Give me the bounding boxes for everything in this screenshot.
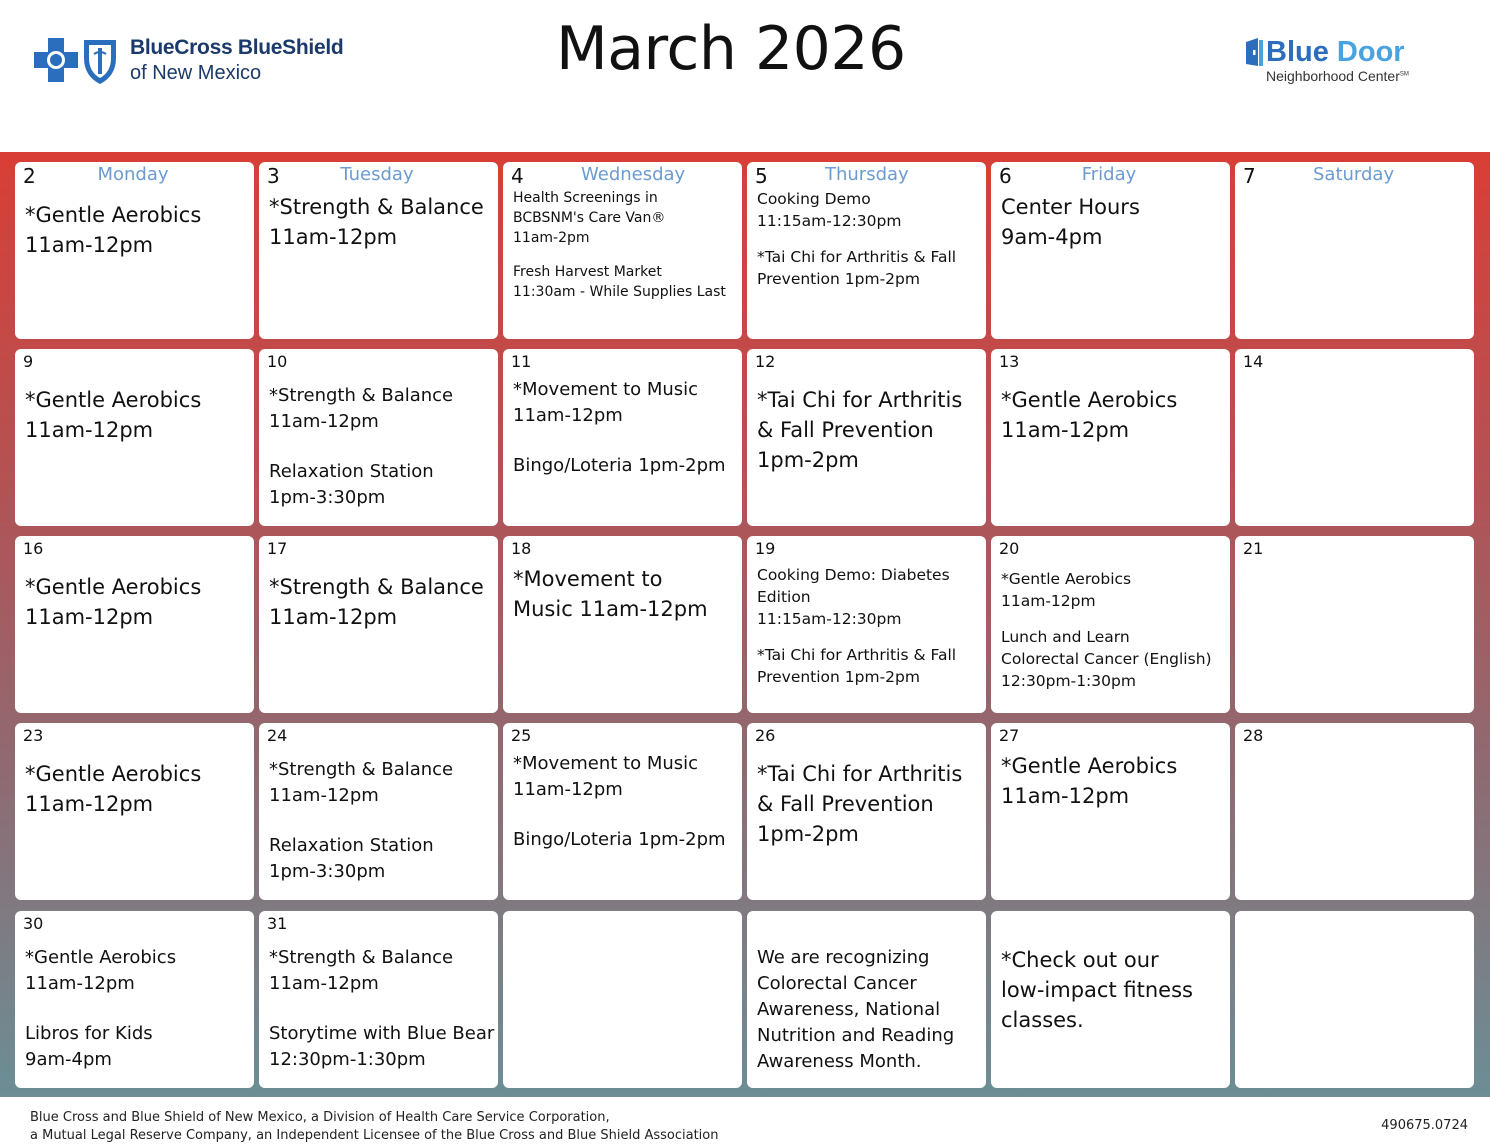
event-line: Awareness, National <box>757 999 941 1020</box>
day-number: 23 <box>23 726 44 745</box>
event-line: 11am-12pm <box>25 792 154 816</box>
event-line: 1pm-2pm <box>757 822 859 846</box>
event-line: 11am-12pm <box>513 405 623 426</box>
event-list <box>757 188 980 290</box>
event-line: Libros for Kids <box>25 1023 153 1044</box>
event-list <box>25 759 248 819</box>
calendar-day-cell <box>991 349 1230 526</box>
event-line: Relaxation Station <box>269 835 434 856</box>
event-list <box>1001 385 1224 445</box>
event-line: Relaxation Station <box>269 461 434 482</box>
calendar-day-cell <box>15 536 254 713</box>
event-list <box>269 192 492 252</box>
day-number: 27 <box>999 726 1020 745</box>
event-line: *Strength & Balance <box>269 195 484 219</box>
day-number: 5 <box>755 164 768 188</box>
day-number: 14 <box>1243 352 1264 371</box>
event-line: *Tai Chi for Arthritis & Fall <box>757 248 957 266</box>
calendar-day-cell <box>15 911 254 1088</box>
event-line: 11:30am - While Supplies Last <box>513 284 726 300</box>
event-line: 12:30pm-1:30pm <box>1001 672 1136 690</box>
weekday-name: Wednesday <box>581 164 686 185</box>
event-line: Cooking Demo <box>757 190 871 208</box>
day-number: 10 <box>267 352 288 371</box>
event-gap <box>269 809 492 833</box>
event-line: Music 11am-12pm <box>513 597 708 621</box>
calendar-day-cell <box>15 349 254 526</box>
day-number: 31 <box>267 914 288 933</box>
event-line: 11am-12pm <box>25 233 154 257</box>
event-line: BCBSNM's Care Van® <box>513 210 666 226</box>
event-list <box>25 572 248 632</box>
calendar-day-cell <box>747 349 986 526</box>
legal-disclaimer <box>30 1109 719 1145</box>
event-line: Center Hours <box>1001 195 1140 219</box>
calendar-day-cell <box>1235 911 1474 1088</box>
event-line: & Fall Prevention <box>757 792 934 816</box>
event-line: Health Screenings in <box>513 190 658 206</box>
event-line: 11:15am-12:30pm <box>757 212 902 230</box>
event-line: 11am-12pm <box>1001 592 1096 610</box>
calendar-day-cell <box>991 536 1230 713</box>
event-line: 1pm-3:30pm <box>269 487 386 508</box>
event-line: Lunch and Learn <box>1001 628 1130 646</box>
event-list <box>1001 751 1224 811</box>
event-line: *Gentle Aerobics <box>1001 754 1178 778</box>
event-list <box>757 945 980 1075</box>
day-number: 30 <box>23 914 44 933</box>
event-list <box>25 200 248 260</box>
calendar-day-cell <box>503 723 742 900</box>
event-list <box>1001 945 1224 1035</box>
event-gap <box>513 248 736 262</box>
disclaimer-line-2: a Mutual Legal Reserve Company, an Independent Licensee of the Blue Cross and Blue Shield Association <box>30 1128 719 1143</box>
calendar-day-cell <box>991 723 1230 900</box>
event-line: 11am-12pm <box>1001 418 1130 442</box>
blue-cross-icon <box>34 38 78 82</box>
day-number: 13 <box>999 352 1020 371</box>
event-line: Prevention 1pm-2pm <box>757 270 920 288</box>
event-line: *Tai Chi for Arthritis <box>757 762 963 786</box>
event-line: *Strength & Balance <box>269 575 484 599</box>
calendar-day-cell <box>259 723 498 900</box>
event-line: 11:15am-12:30pm <box>757 610 902 628</box>
day-number: 19 <box>755 539 776 558</box>
calendar-day-cell <box>747 911 986 1088</box>
event-line: 11am-12pm <box>269 785 379 806</box>
event-line: 11am-12pm <box>25 418 154 442</box>
event-line: *Gentle Aerobics <box>25 203 202 227</box>
calendar-day-cell <box>991 162 1230 339</box>
weekday-name: Tuesday <box>340 164 414 185</box>
event-line: *Gentle Aerobics <box>1001 570 1132 588</box>
event-line: 9am-4pm <box>25 1049 112 1070</box>
event-line: Colorectal Cancer (English) <box>1001 650 1212 668</box>
event-gap <box>757 232 980 246</box>
event-line: 11am-12pm <box>513 779 623 800</box>
event-line: 1pm-3:30pm <box>269 861 386 882</box>
blue-door-name <box>1266 36 1405 69</box>
event-list <box>25 945 248 1073</box>
calendar-day-cell <box>503 349 742 526</box>
calendar-day-cell <box>1235 162 1474 339</box>
event-line: Prevention 1pm-2pm <box>757 668 920 686</box>
blue-door-logo <box>1244 38 1444 88</box>
blue-door-subtitle <box>1266 68 1409 84</box>
blue-door-subtitle-text: Neighborhood Center <box>1266 68 1400 84</box>
event-line: *Tai Chi for Arthritis & Fall <box>757 646 957 664</box>
event-line: We are recognizing <box>757 947 930 968</box>
weekday-name: Saturday <box>1313 164 1395 185</box>
day-number: 24 <box>267 726 288 745</box>
event-line: Cooking Demo: Diabetes <box>757 566 950 584</box>
event-list <box>513 564 736 624</box>
calendar-day-cell <box>747 162 986 339</box>
event-line: Bingo/Loteria 1pm-2pm <box>513 455 726 476</box>
weekday-name: Friday <box>1081 164 1137 185</box>
event-gap <box>269 997 492 1021</box>
day-number: 21 <box>1243 539 1264 558</box>
calendar-day-cell <box>747 723 986 900</box>
event-line: Storytime with Blue Bear <box>269 1023 495 1044</box>
calendar-day-cell <box>1235 723 1474 900</box>
blue-door-word-door: Door <box>1336 36 1405 68</box>
event-line: classes. <box>1001 1008 1084 1032</box>
calendar-day-cell <box>15 723 254 900</box>
day-number: 26 <box>755 726 776 745</box>
weekday-name: Thursday <box>825 164 909 185</box>
event-gap <box>513 803 736 827</box>
event-line: *Gentle Aerobics <box>25 762 202 786</box>
event-line: *Strength & Balance <box>269 947 454 968</box>
event-line: 11am-12pm <box>1001 784 1130 808</box>
event-line: Edition <box>757 588 811 606</box>
event-gap <box>757 630 980 644</box>
day-number: 28 <box>1243 726 1264 745</box>
calendar-day-cell <box>259 162 498 339</box>
document-code: 490675.0724 <box>1381 1118 1468 1133</box>
day-number: 12 <box>755 352 776 371</box>
day-number: 17 <box>267 539 288 558</box>
bcbs-name: BlueCross BlueShield <box>130 36 344 59</box>
service-mark: SM <box>1399 71 1409 78</box>
event-line: *Strength & Balance <box>269 759 454 780</box>
event-line: *Tai Chi for Arthritis <box>757 388 963 412</box>
page-title: March 2026 <box>556 14 906 84</box>
event-list <box>757 759 980 849</box>
footer <box>0 1097 1490 1148</box>
event-line: 11am-2pm <box>513 230 590 246</box>
calendar-day-cell <box>503 162 742 339</box>
calendar-day-cell <box>1235 536 1474 713</box>
event-line: 11am-12pm <box>269 225 398 249</box>
day-number: 16 <box>23 539 44 558</box>
event-line: 11am-12pm <box>269 973 379 994</box>
day-number: 9 <box>23 352 34 371</box>
day-number: 25 <box>511 726 532 745</box>
event-line: *Gentle Aerobics <box>1001 388 1178 412</box>
event-line: *Movement to <box>513 567 663 591</box>
calendar-day-cell <box>503 536 742 713</box>
event-line: Fresh Harvest Market <box>513 264 662 280</box>
event-list <box>757 385 980 475</box>
calendar-day-cell <box>503 911 742 1088</box>
event-line: Colorectal Cancer <box>757 973 917 994</box>
event-line: 11am-12pm <box>269 411 379 432</box>
event-list <box>757 564 980 688</box>
event-line: *Movement to Music <box>513 379 699 400</box>
event-line: 9am-4pm <box>1001 225 1103 249</box>
event-line: low-impact fitness <box>1001 978 1193 1002</box>
day-number: 11 <box>511 352 532 371</box>
event-gap <box>1001 612 1224 626</box>
event-gap <box>25 997 248 1021</box>
door-icon <box>1244 38 1264 68</box>
event-line: & Fall Prevention <box>757 418 934 442</box>
event-line: 1pm-2pm <box>757 448 859 472</box>
event-line: *Gentle Aerobics <box>25 947 177 968</box>
day-number: 18 <box>511 539 532 558</box>
event-list <box>513 377 736 479</box>
event-list <box>513 188 736 302</box>
day-number: 4 <box>511 164 524 188</box>
event-list <box>25 385 248 445</box>
event-list <box>269 383 492 511</box>
event-line: 12:30pm-1:30pm <box>269 1049 426 1070</box>
calendar-day-cell <box>259 911 498 1088</box>
calendar-grid <box>0 152 1490 1097</box>
event-list <box>269 757 492 885</box>
event-list <box>269 945 495 1073</box>
weekday-name: Monday <box>97 164 169 185</box>
calendar-day-cell <box>1235 349 1474 526</box>
blue-shield-icon <box>84 40 116 84</box>
bcbs-logo <box>34 36 354 86</box>
disclaimer-line-1: Blue Cross and Blue Shield of New Mexico, a Division of Health Care Service Corporation, <box>30 1110 610 1125</box>
day-number: 6 <box>999 164 1012 188</box>
event-gap <box>513 429 736 453</box>
event-line: *Gentle Aerobics <box>25 388 202 412</box>
day-number: 7 <box>1243 164 1256 188</box>
calendar-day-cell <box>259 349 498 526</box>
blue-cross-shield-icon <box>34 36 124 86</box>
calendar-day-cell <box>747 536 986 713</box>
event-gap <box>269 435 492 459</box>
event-line: Bingo/Loteria 1pm-2pm <box>513 829 726 850</box>
calendar-day-cell <box>15 162 254 339</box>
event-line: 11am-12pm <box>25 605 154 629</box>
day-number: 20 <box>999 539 1020 558</box>
event-line: *Gentle Aerobics <box>25 575 202 599</box>
event-list <box>1001 192 1224 252</box>
event-line: 11am-12pm <box>269 605 398 629</box>
event-list <box>269 572 492 632</box>
calendar-day-cell <box>991 911 1230 1088</box>
event-line: Awareness Month. <box>757 1051 922 1072</box>
event-line: *Strength & Balance <box>269 385 454 406</box>
calendar-day-cell <box>259 536 498 713</box>
bcbs-subtitle: of New Mexico <box>130 62 262 84</box>
event-line: *Check out our <box>1001 948 1159 972</box>
event-list <box>1001 568 1224 692</box>
event-line: Nutrition and Reading <box>757 1025 955 1046</box>
event-line: 11am-12pm <box>25 973 135 994</box>
day-number: 3 <box>267 164 280 188</box>
day-number: 2 <box>23 164 36 188</box>
blue-door-word-blue: Blue <box>1266 36 1329 68</box>
calendar-header <box>0 0 1490 152</box>
event-line: *Movement to Music <box>513 753 699 774</box>
event-list <box>513 751 736 853</box>
